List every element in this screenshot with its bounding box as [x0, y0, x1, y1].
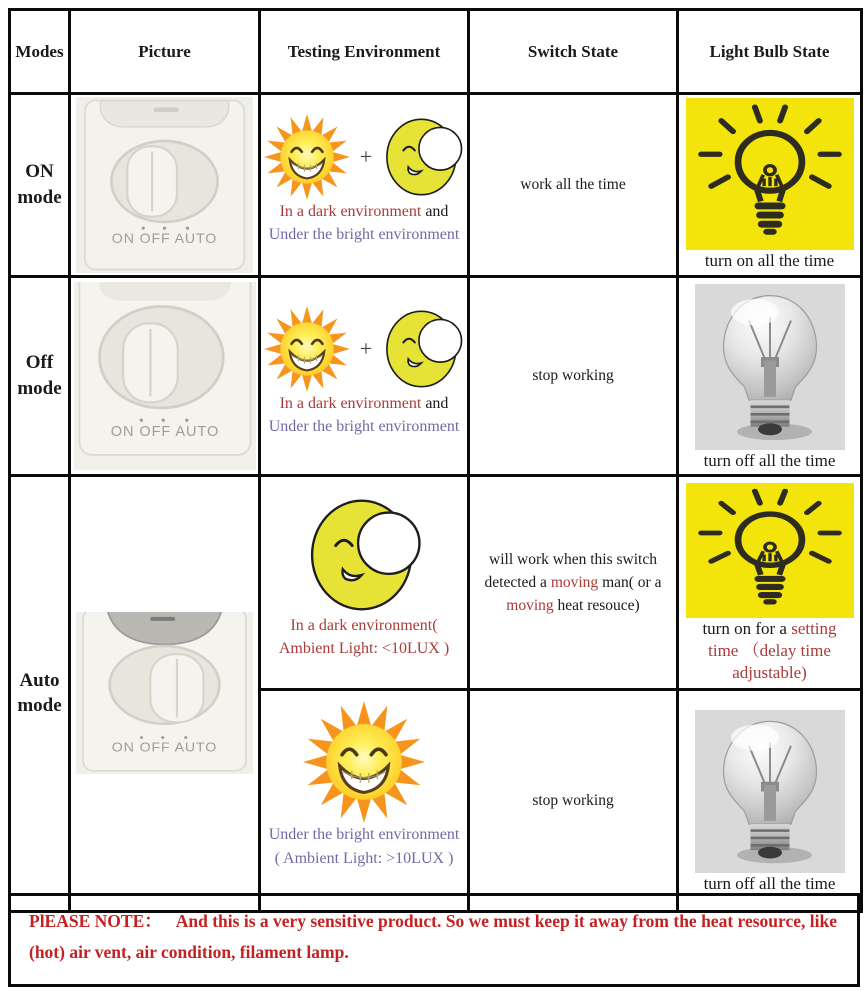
note-box — [8, 893, 860, 987]
switch-print-label: ON OFF AUTO — [111, 230, 218, 247]
bulb-caption-on: turn on all the time — [704, 251, 835, 271]
testing-cell-off — [260, 277, 469, 476]
bulb-caption-off: turn off all the time — [703, 451, 836, 470]
testing-text-auto-bright: Under the bright environment ( Ambient Light: >10LUX ) — [268, 826, 460, 867]
bright-env-text: Under the bright environment — [268, 418, 460, 436]
moon-icon — [382, 308, 464, 390]
bright-env-text: Under the bright environment — [268, 226, 460, 243]
bulb-cell-auto-bright — [678, 690, 862, 911]
testing-cell-auto-bright — [260, 690, 469, 911]
switch-state-auto-dark: will work when this switch detected a moving man( or a moving heat resouce) — [469, 476, 678, 690]
bulb-caption-auto-bright: turn off all the time — [703, 873, 836, 893]
bulb-on-icon — [686, 483, 854, 618]
testing-text-auto-dark: In a dark environment( Ambient Light: <10LUX ) — [278, 616, 450, 657]
switch-state-auto-bright: stop working — [469, 690, 678, 911]
testing-cell-auto-dark — [260, 476, 469, 690]
switch-photo-on — [76, 97, 253, 273]
col-header-bulb: Light Bulb State — [678, 10, 862, 94]
row-on-mode — [10, 94, 862, 277]
mode-label-auto: Auto mode — [10, 476, 70, 912]
note-text — [11, 906, 857, 973]
bulb-caption-auto-dark: turn on for a setting time （delay time adjustable) — [702, 619, 837, 683]
picture-cell-auto — [70, 476, 260, 912]
col-header-testing: Testing Environment — [260, 10, 469, 94]
moon-icon — [382, 116, 464, 198]
switch-print-label: ON OFF AUTO — [111, 740, 218, 755]
note-body: And this is a very sensitive product. So we must keep it away from the heat resource, like (hot) air vent, air condition, filament lamp. — [29, 911, 837, 962]
moon-icon — [305, 496, 423, 614]
testing-cell-on — [260, 94, 469, 277]
bulb-off-icon — [695, 284, 845, 450]
bulb-cell-off — [678, 277, 862, 476]
bulb-off-icon — [695, 710, 845, 873]
setting-time-highlight: setting time （delay time adjustable) — [708, 619, 837, 683]
modes-table — [8, 8, 863, 913]
row-off-mode — [10, 277, 862, 476]
row-auto-dark — [10, 476, 862, 690]
sun-icon — [303, 701, 425, 823]
note-title: PlEASE NOTE： — [29, 911, 162, 932]
testing-text-on: In a dark environment and Under the bright environment — [268, 202, 460, 243]
bulb-cell-auto-dark — [678, 476, 862, 690]
col-header-switch: Switch State — [469, 10, 678, 94]
switch-photo-auto — [76, 612, 253, 774]
col-header-picture: Picture — [70, 10, 260, 94]
bulb-cell-on — [678, 94, 862, 277]
dark-env-text: In a dark environment — [279, 202, 422, 220]
picture-cell-off — [70, 277, 260, 476]
col-header-modes: Modes — [10, 10, 70, 94]
mode-label-off: Off mode — [10, 277, 70, 476]
plus-sign: + — [359, 143, 373, 169]
picture-cell-on — [70, 94, 260, 277]
switch-state-off: stop working — [469, 277, 678, 476]
plus-sign: + — [359, 335, 373, 361]
testing-text-off: In a dark environment and Under the bright environment — [268, 394, 460, 436]
sun-icon — [264, 114, 350, 200]
switch-state-on: work all the time — [469, 94, 678, 277]
table-header-row — [10, 10, 862, 94]
switch-photo-off — [74, 282, 256, 470]
moving-highlight: moving — [506, 597, 554, 615]
switch-print-label: ON OFF AUTO — [110, 424, 219, 441]
bulb-on-icon — [686, 98, 854, 250]
mode-label-on: ON mode — [10, 94, 70, 277]
sun-icon — [264, 306, 350, 392]
dark-env-text: In a dark environment — [279, 394, 422, 412]
moving-highlight: moving — [550, 574, 599, 592]
